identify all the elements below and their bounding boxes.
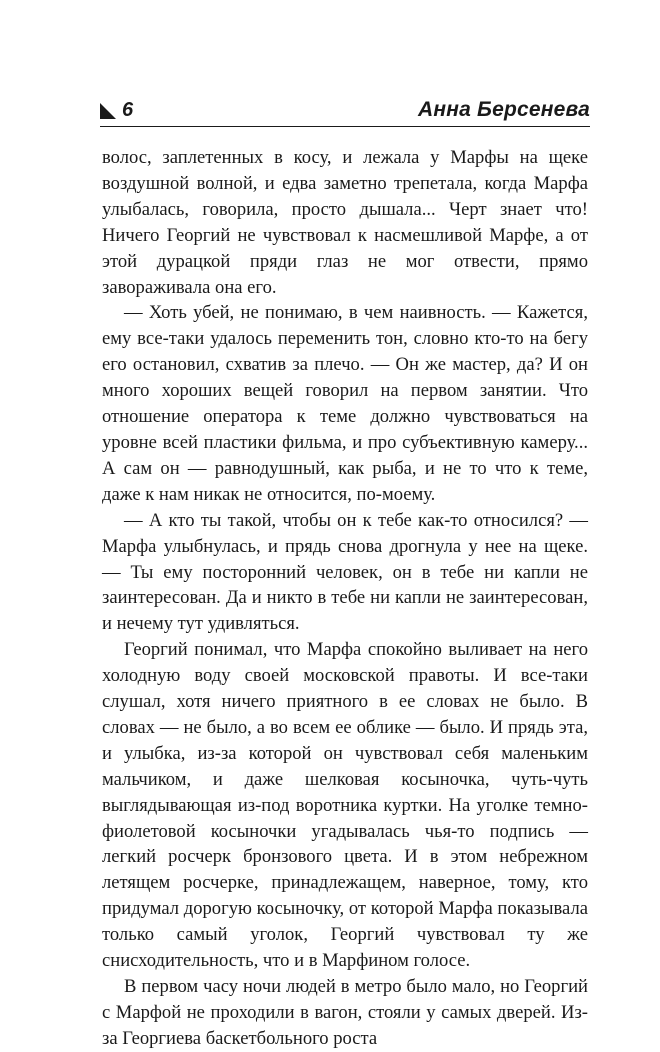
page-number: 6 xyxy=(122,99,134,121)
paragraph: — А кто ты такой, чтобы он к тебе как-то относился? — Марфа улыбнулась, и прядь снова дрогнула у нее на щеке. — Ты ему посторонний человек, он в тебе ни капли не заинтересован. Да и никто в тебе ни капли не заинтересован, и нечему тут удивляться. xyxy=(102,509,588,635)
paragraph: — Хоть убей, не понимаю, в чем наивность. — Кажется, ему все-таки удалось переменить тон, словно кто-то на бегу его остановил, схватив за плечо. — Он же мастер, да? И он много хороших вещей говорил на первом занятии. Что отношение оператора к теме должно чувствоваться на уровне всей пластики фильма, и про субъективную камеру... А сам он — равнодушный, как рыба, и не то что к теме, даже к нам никак не относится, по-моему. xyxy=(102,302,588,505)
paragraph-continuation: волос, заплетенных в косу, и лежала у Марфы на щеке воздушной волной, и едва заметно трепетала, когда Марфа улыбалась, говорила, просто дышала... Черт знает что! Ничего Георгий не чувствовал к насмешливой Марфе, а от этой дурацкой пряди глаз не мог отвести, прямо завораживала она его. xyxy=(102,147,588,298)
paragraph: Георгий понимал, что Марфа спокойно выливает на него холодную воду своей московской правоты. И все-таки слушал, хотя ничего приятного в ее словах не было. В словах — не было, а во всем ее облике — было. И прядь эта, и улыбка, из-за которой он чувствовал себя маленьким мальчиком, и даже шелковая косыночка, чуть-чуть выглядывающая из-под воротника куртки. На уголке темно-фиолетовой косыночки угадывалась чья-то подпись — легкий росчерк бронзового цвета. И в этом небрежном летящем росчерке, принадлежащем, наверное, тому, кто придумал дорогую косыночку, от которой Марфа показывала только самый уголок, Георгий чувствовал ту же снисходительность, что и в Марфином голосе. xyxy=(102,639,588,972)
author-name: Анна Берсенева xyxy=(417,98,590,121)
paragraph: В первом часу ночи людей в метро было мало, но Георгий с Марфой не проходили в вагон, стояли у самых дверей. Из-за Георгиева баскетбольного роста xyxy=(102,976,588,1049)
corner-triangle-icon xyxy=(100,103,116,119)
running-header xyxy=(100,97,590,131)
body-text xyxy=(102,145,588,1052)
header-rule xyxy=(100,126,590,127)
